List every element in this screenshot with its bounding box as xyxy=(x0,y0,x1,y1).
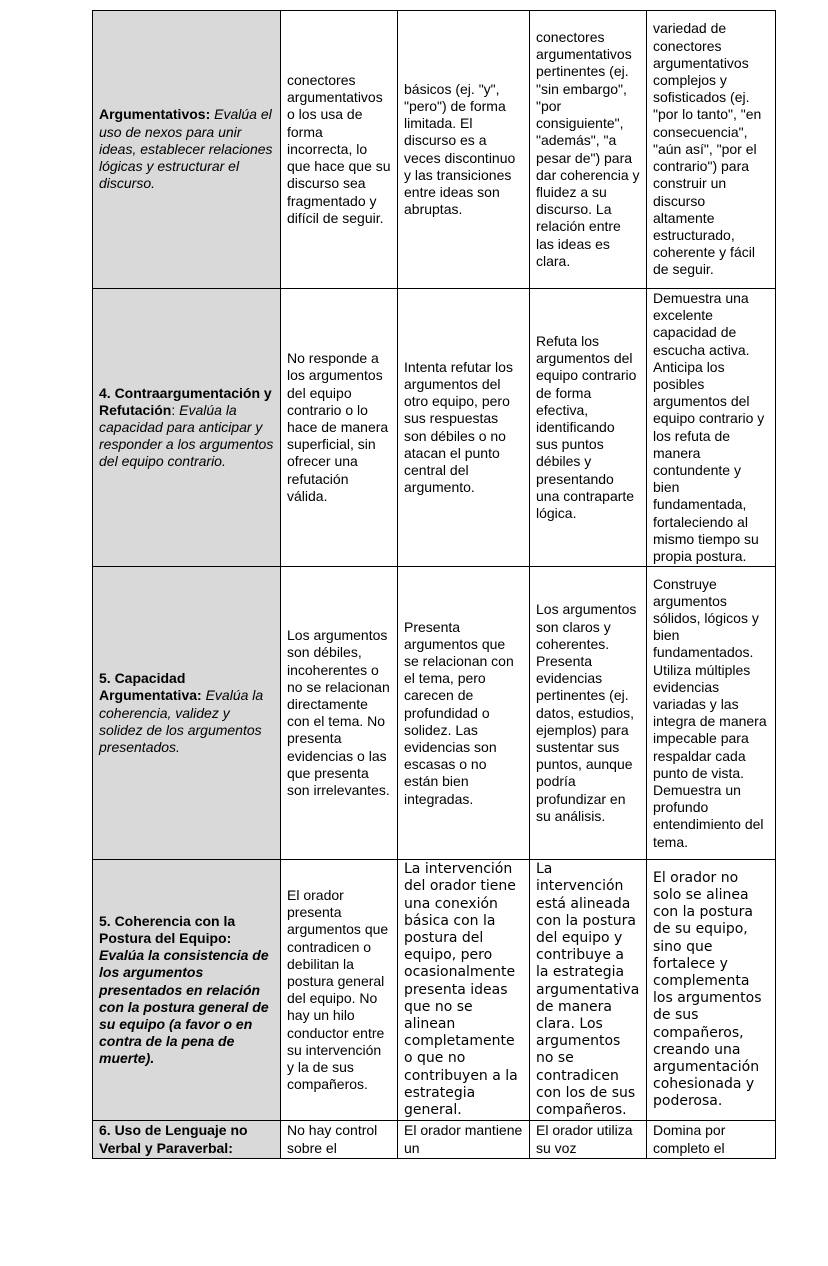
criterion-name: 6. Uso de Lenguaje no Verbal y Paraverbal: xyxy=(99,1122,248,1156)
criterion-description: Evalúa la coherencia, validez y solidez de los argumentos presentados. xyxy=(99,687,264,756)
level-3-cell: conectores argumentativos pertinentes (ej. "sin embargo", "por consiguiente", "además", "a pesar de") para dar coherencia y fluidez a su discurso. La relación entre las ideas es clara. xyxy=(530,11,647,289)
criterion-description: Evalúa el uso de nexos para unir ideas, establecer relaciones lógicas y estructurar el discurso. xyxy=(99,106,273,192)
level-3-cell: Los argumentos son claros y coherentes. Presenta evidencias pertinentes (ej. datos, estudios, ejemplos) para sustentar sus puntos, aunque podría profundizar en su análisis. xyxy=(530,567,647,860)
level-1-cell: No responde a los argumentos del equipo contrario o lo hace de manera superficial, sin ofrecer una refutación válida. xyxy=(281,289,398,567)
level-4-cell: Construye argumentos sólidos, lógicos y bien fundamentados. Utiliza múltiples evidencias variadas y las integra de manera impecable para respaldar cada punto de vista. Demuestra un profundo entendimiento del tema. xyxy=(647,567,776,860)
criterion-cell xyxy=(93,567,281,860)
criterion-name: 5. Capacidad Argumentativa: xyxy=(99,670,202,704)
level-1-cell: conectores argumentativos o los usa de forma incorrecta, lo que hace que su discurso sea fragmentado y difícil de seguir. xyxy=(281,11,398,289)
level-3-cell: El orador utiliza su voz xyxy=(530,1121,647,1158)
criterion-cell xyxy=(93,11,281,289)
criterion-name: 4. Contraargumentación y Refutación xyxy=(99,384,272,418)
criterion-cell xyxy=(93,1121,281,1158)
level-4-cell: El orador no solo se alinea con la postura de su equipo, sino que fortalece y complementa los argumentos de sus compañeros, creando una argumentación cohesionada y poderosa. xyxy=(647,860,776,1121)
level-2-cell: El orador mantiene un xyxy=(398,1121,530,1158)
criterion-description: Evalúa la capacidad para anticipar y responder a los argumentos del equipo contrario. xyxy=(99,401,274,470)
criterion-cell: 4. Contraargumentación y Refutación: Evalúa la capacidad para anticipar y responder a los argumentos del equipo contrario. xyxy=(93,289,281,567)
level-4-cell: Demuestra una excelente capacidad de escucha activa. Anticipa los posibles argumentos del equipo contrario y los refuta de manera contundente y bien fundamentada, fortaleciendo al mismo tiempo su propia postura. xyxy=(647,289,776,567)
level-1-cell: No hay control sobre el xyxy=(281,1121,398,1158)
level-4-cell: variedad de conectores argumentativos complejos y sofisticados (ej. "por lo tanto", "en consecuencia", "aún así", "por el contrario") para construir un discurso altamente estructurado, coherente y fácil de seguir. xyxy=(647,11,776,289)
criterion-description: Evalúa la consistencia de los argumentos presentados en relación con la postura general de su equipo (a favor o en contra de la pena de muerte). xyxy=(99,947,269,1067)
level-1-cell: Los argumentos son débiles, incoherentes o no se relacionan directamente con el tema. No presenta evidencias o las que presenta son irrelevantes. xyxy=(281,567,398,860)
level-2-cell: La intervención del orador tiene una conexión básica con la postura del equipo, pero ocasionalmente presenta ideas que no se alinean completamente o que no contribuyen a la estrategia general. xyxy=(398,860,530,1121)
rubric-row-capacidad-argumentativa xyxy=(93,567,776,860)
criterion-name: 5. Coherencia con la Postura del Equipo: xyxy=(99,912,236,947)
level-3-cell: Refuta los argumentos del equipo contrario de forma efectiva, identificando sus puntos débiles y presentando una contraparte lógica. xyxy=(530,289,647,567)
level-2-cell: Presenta argumentos que se relacionan con el tema, pero carecen de profundidad o solidez. Las evidencias son escasas o no están bien integradas. xyxy=(398,567,530,860)
level-2-cell: básicos (ej. "y", "pero") de forma limitada. El discurso es a veces discontinuo y las transiciones entre ideas son abruptas. xyxy=(398,11,530,289)
rubric-row-conectores xyxy=(93,11,776,289)
rubric-table xyxy=(92,10,776,1159)
level-1-cell: El orador presenta argumentos que contradicen o debilitan la postura general del equipo. No hay un hilo conductor entre su intervención y la de sus compañeros. xyxy=(281,860,398,1121)
criterion-name: Argumentativos: xyxy=(99,106,211,123)
criterion-cell xyxy=(93,860,281,1121)
level-4-cell: Domina por completo el xyxy=(647,1121,776,1158)
rubric-row-coherencia-postura xyxy=(93,860,776,1121)
rubric-row-contraargumentacion xyxy=(93,289,776,567)
rubric-row-lenguaje-no-verbal xyxy=(93,1121,776,1158)
level-3-cell: La intervención está alineada con la postura del equipo y contribuye a la estrategia argumentativa de manera clara. Los argumentos no se contradicen con los de sus compañeros. xyxy=(530,860,647,1121)
level-2-cell: Intenta refutar los argumentos del otro equipo, pero sus respuestas son débiles o no atacan el punto central del argumento. xyxy=(398,289,530,567)
